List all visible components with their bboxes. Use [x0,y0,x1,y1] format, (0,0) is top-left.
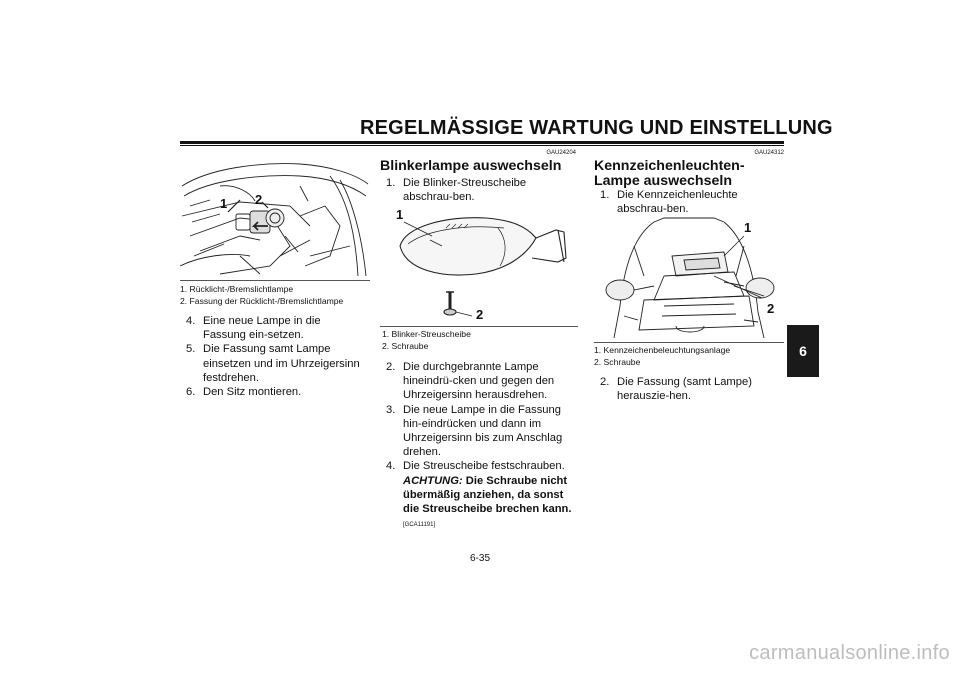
chapter-tab: 6 [787,325,819,377]
caution-code: [GCA11191] [403,522,436,529]
step-list [386,176,578,204]
step-item [386,360,578,403]
step-text: Eine neue Lampe in die Fassung ein-setzen. [203,315,321,342]
step-list [386,360,578,532]
page-title: REGELMÄSSIGE WARTUNG UND EINSTELLUNG [360,117,833,139]
callout-1: 1 [396,207,404,222]
step-list [186,314,366,399]
caution-label: ACHTUNG: [403,474,463,487]
caption-item: 2. Fassung der Rücklicht-/Bremslichtlampe [180,296,344,306]
doc-code: GAU24312 [754,150,784,156]
watermark: carmanualsonline.info [749,642,950,664]
doc-code: GAU24204 [546,150,576,156]
header-rule-thin [180,145,784,146]
figure-caption [180,283,370,307]
step-list [600,188,784,216]
step-item [386,176,578,204]
step-text: Die Streuscheibe festschrauben. [403,460,565,473]
step-item [600,375,784,403]
step-number: 2. [600,376,610,388]
caption-item: 2. Schraube [594,357,641,367]
callout-1: 1 [744,220,752,235]
license-light-illustration [594,216,784,338]
step-number: 1. [386,177,396,189]
section-heading: Kennzeichenleuchten-Lampe auswechseln [594,158,745,189]
caution-text: Die Schraube nicht übermäßig anziehen, da sonst die Streuscheibe brechen kann. [403,474,572,516]
caption-item: 1. Kennzeichenbeleuchtungsanlage [594,345,731,355]
step-number: 6. [186,386,196,399]
step-text: Die Fassung samt Lampe einsetzen und im Uhrzeigersinn festdrehen. [203,343,360,384]
callout-2: 2 [255,192,263,207]
figure-caption [382,328,578,352]
callout-2: 2 [476,307,484,322]
step-number: 3. [386,403,396,416]
section-heading: Blinkerlampe auswechseln [380,158,562,174]
step-text: Die Kennzeichenleuchte abschrau-ben. [617,189,738,216]
step-text: Den Sitz montieren. [203,386,302,399]
step-number: 2. [386,361,396,373]
header-rule [180,141,784,144]
taillight-illustration [180,156,370,278]
step-text: Die durchgebrannte Lampe hineindrü-cken und gegen den Uhrzeigersinn herausdrehen. [403,361,555,402]
step-item [386,403,578,460]
step-number: 4. [386,460,396,473]
license-light-drawing [594,216,784,338]
caption-rule [180,280,370,281]
page-number: 6-35 [469,553,490,564]
step-item [600,188,784,216]
caption-item: 2. Schraube [382,341,429,351]
step-item [386,459,578,532]
step-text: Die Blinker-Streuscheibe abschrau-ben. [403,177,527,204]
step-text: Die neue Lampe in die Fassung hin-eindrücken und dann im Uhrzeigersinn bis zum Anschlag drehen. [403,403,563,459]
caption-item: 1. Rücklicht-/Bremslichtlampe [180,284,294,294]
caption-rule [380,326,578,327]
step-item [186,385,366,399]
step-item [186,342,366,385]
callout-1: 1 [220,196,228,211]
step-text-with-caution [403,459,578,532]
step-number: 4. [186,315,196,327]
figure-caption [594,344,784,368]
step-number: 5. [186,343,196,356]
taillight-drawing [180,156,370,278]
step-number: 1. [600,189,610,201]
caption-rule [594,342,784,343]
caption-item: 1. Blinker-Streuscheibe [382,329,471,339]
step-item [186,314,366,342]
step-text: Die Fassung (samt Lampe) herauszie-hen. [617,376,752,403]
step-list [600,375,784,403]
turn-signal-illustration [386,204,576,322]
callout-2: 2 [767,301,775,316]
turn-signal-drawing [386,204,576,322]
